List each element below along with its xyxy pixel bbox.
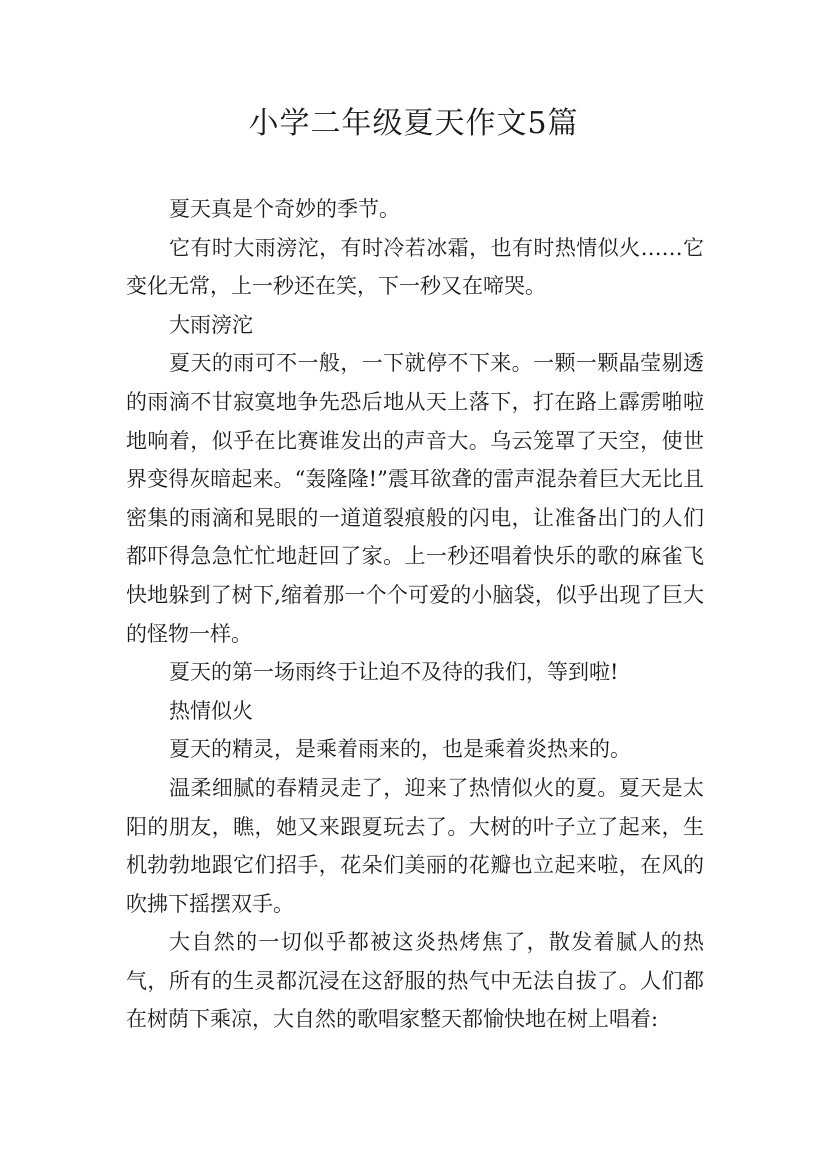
paragraph: 夏天的精灵，是乘着雨来的，也是乘着炎热来的。 (169, 737, 632, 762)
document-title: 小学二年级夏天作文5篇 (248, 106, 579, 141)
paragraph: 它有时大雨滂沱，有时冷若冰霜，也有时热情似火……它变化无常，上一秒还在笑，下一秒又在啼哭。 (126, 235, 704, 299)
paragraph: 温柔细腻的春精灵走了，迎来了热情似火的夏。夏天是太阳的朋友，瞧，她又来跟夏玩去了。大树的叶子立了起来，生机勃勃地跟它们招手，花朵们美丽的花瓣也立起来啦，在风的吹拂下摇摆双手。 (126, 775, 704, 916)
paragraph: 夏天的雨可不一般，一下就停不下来。一颗一颗晶莹剔透的雨滴不甘寂寞地争先恐后地从天上落下，打在路上霹雳啪啦地响着，似乎在比赛谁发出的声音大。乌云笼罩了天空，使世界变得灰暗起来。“轰隆隆!”震耳欲聋的雷声混杂着巨大无比且密集的雨滴和晃眼的一道道裂痕般的闪电，让准备出门的人们都吓得急急忙忙地赶回了家。上一秒还唱着快乐的歌的麻雀飞快地躲到了树下,缩着那一个个可爱的小脑袋，似乎出现了巨大的怪物一样。 (126, 351, 704, 646)
paragraph: 夏天真是个奇妙的季节。 (169, 197, 401, 221)
document-body (126, 190, 704, 1039)
section-heading: 大雨滂沱 (169, 312, 254, 337)
paragraph: 大自然的一切似乎都被这炎热烤焦了，散发着腻人的热气，所有的生灵都沉浸在这舒服的热气中无法自拔了。人们都在树荫下乘凉，大自然的歌唱家整天都愉快地在树上唱着: (126, 930, 704, 1032)
paragraph: 夏天的第一场雨终于让迫不及待的我们，等到啦! (169, 660, 619, 685)
section-heading: 热情似火 (169, 698, 254, 723)
